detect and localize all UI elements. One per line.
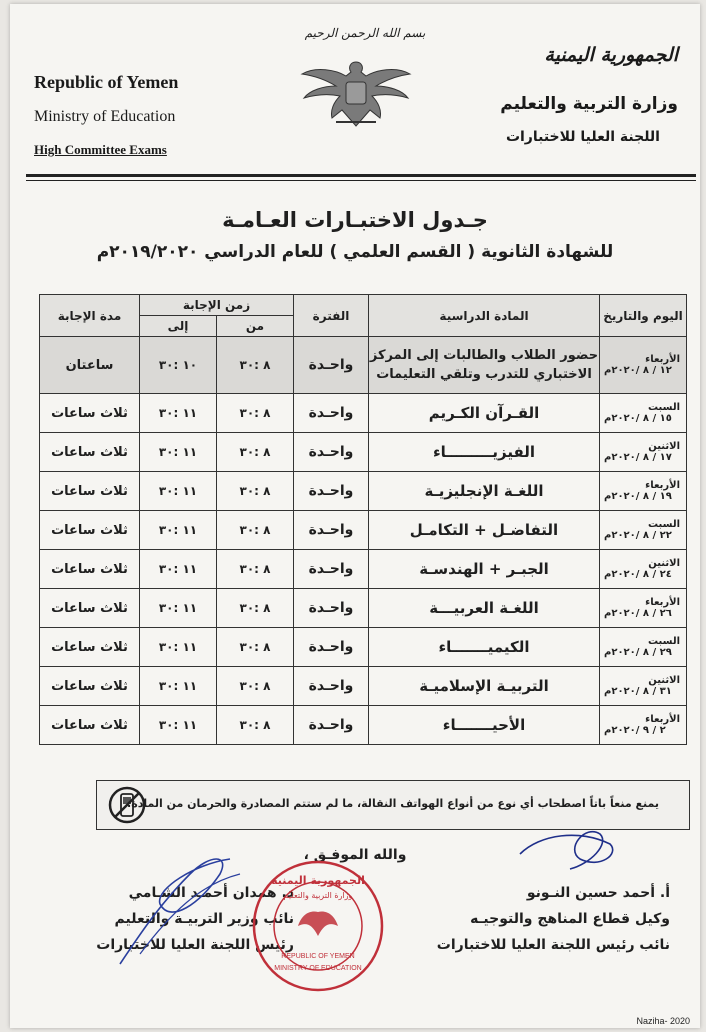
exam-schedule-table <box>39 294 687 745</box>
table-row <box>40 550 687 589</box>
basmala: بسم الله الرحمن الرحيم <box>304 26 426 40</box>
header-divider-thin <box>26 180 696 181</box>
cell-period: واحـدة <box>294 433 369 472</box>
cell-to: ١١ :٣٠ <box>140 667 217 706</box>
cell-period: واحـدة <box>294 706 369 745</box>
en-committee: High Committee Exams <box>34 142 167 157</box>
cell-subject: الأحيـــــــاء <box>369 706 600 745</box>
cell-to: ١١ :٣٠ <box>140 433 217 472</box>
cell-duration: ساعتان <box>40 337 140 394</box>
row-date: ٢٤ / ٨ /٢٠٢٠م <box>604 569 672 580</box>
cell-period: واحـدة <box>294 550 369 589</box>
header-divider <box>26 174 696 177</box>
row-date: ٢٢ / ٨ /٢٠٢٠م <box>604 530 672 541</box>
cell-date <box>600 433 687 472</box>
row-day: السبت <box>647 402 680 413</box>
cell-duration: ثلاث ساعات <box>40 472 140 511</box>
official-stamp <box>250 858 386 994</box>
table-row <box>40 589 687 628</box>
cell-period: واحـدة <box>294 628 369 667</box>
cell-to: ١١ :٣٠ <box>140 706 217 745</box>
table-header-row <box>40 295 687 316</box>
left-signer-title2: رئيس اللجنة العليا للاختبارات <box>96 937 294 953</box>
cell-from: ٨ :٣٠ <box>217 337 294 394</box>
table-row <box>40 472 687 511</box>
left-signer-title1: نائب وزير التربيـة والتعليم <box>114 911 294 927</box>
row-day: السبت <box>647 519 680 530</box>
row-date: ٢ / ٩ /٢٠٢٠م <box>604 725 666 736</box>
cell-from: ٨ :٣٠ <box>217 589 294 628</box>
cell-date <box>600 511 687 550</box>
yemen-eagle-emblem-icon <box>296 52 416 132</box>
cell-duration: ثلاث ساعات <box>40 667 140 706</box>
row-day: الاثنين <box>648 558 680 569</box>
schedule-title: جـدول الاختبـارات العـامـة <box>222 208 488 232</box>
cell-subject: الفيزيـــــــــاء <box>369 433 600 472</box>
row-day: السبت <box>647 636 680 647</box>
cell-to: ١٠ :٣٠ <box>140 337 217 394</box>
row-date: ١٩ / ٨ /٢٠٢٠م <box>604 491 672 502</box>
header-subject: المادة الدراسية <box>369 295 600 337</box>
cell-date <box>600 589 687 628</box>
cell-period: واحـدة <box>294 511 369 550</box>
cell-subject: حضور الطلاب والطالبات إلى المركز الاختباري للتدرب وتلقي التعليمات <box>369 337 600 394</box>
cell-date <box>600 628 687 667</box>
header-from: من <box>217 316 294 337</box>
cell-to: ١١ :٣٠ <box>140 628 217 667</box>
cell-duration: ثلاث ساعات <box>40 628 140 667</box>
cell-period: واحـدة <box>294 394 369 433</box>
cell-period: واحـدة <box>294 667 369 706</box>
stamp-en-text2: MINISTRY OF EDUCATION <box>274 965 362 972</box>
ar-committee: اللجنة العليا للاختبارات <box>505 129 660 145</box>
cell-period: واحـدة <box>294 472 369 511</box>
cell-subject: الجبـر + الهندسـة <box>369 550 600 589</box>
signature-right <box>420 880 670 958</box>
stamp-ar-text2: وزارة التربية والتعليم <box>283 891 353 900</box>
right-signer-title1: وكيل قطاع المناهج والتوجيـه <box>470 911 670 927</box>
stamp-ar-text: الجمهورية اليمنية <box>271 874 365 887</box>
row-date: ٣١ / ٨ /٢٠٢٠م <box>604 686 672 697</box>
cell-date <box>600 550 687 589</box>
cell-period: واحـدة <box>294 337 369 394</box>
header-duration: مدة الإجابة <box>40 295 140 337</box>
cell-period: واحـدة <box>294 589 369 628</box>
right-signer-name: أ. أحمد حسين النـونو <box>526 885 670 901</box>
en-ministry: Ministry of Education <box>34 108 176 125</box>
table-row <box>40 337 687 394</box>
cell-to: ١١ :٣٠ <box>140 589 217 628</box>
row-date: ٢٩ / ٨ /٢٠٢٠م <box>604 647 672 658</box>
row-date: ١٥ / ٨ /٢٠٢٠م <box>604 413 672 424</box>
header-date: اليوم والتاريخ <box>600 295 687 337</box>
cell-from: ٨ :٣٠ <box>217 472 294 511</box>
cell-subject: اللغـة الإنجليزيـة <box>369 472 600 511</box>
row-day: الاثنين <box>648 441 680 452</box>
notice-text: يمنع منعاً باتاً اصطحاب أي نوع من أنواع الهواتف النقالة، ما لم ستتم المصادرة والحرمان من المادة. <box>127 797 659 810</box>
cell-duration: ثلاث ساعات <box>40 433 140 472</box>
table-row <box>40 394 687 433</box>
row-day: الأربعاء <box>645 354 680 365</box>
cell-duration: ثلاث ساعات <box>40 550 140 589</box>
cell-subject: القـرآن الكـريم <box>369 394 600 433</box>
header-period: الفترة <box>294 295 369 337</box>
cell-to: ١١ :٣٠ <box>140 550 217 589</box>
document-page <box>10 4 700 1028</box>
left-signer-name: د. همدان أحمـد الشـامي <box>128 885 294 901</box>
ar-ministry: وزارة التربية والتعليم <box>500 94 678 114</box>
table-row <box>40 511 687 550</box>
cell-subject: الكيميـــــــاء <box>369 628 600 667</box>
closing-phrase: والله الموفـق ، <box>303 847 407 863</box>
en-country: Republic of Yemen <box>34 72 179 92</box>
cell-from: ٨ :٣٠ <box>217 628 294 667</box>
cell-subject: التفاضـل + التكامـل <box>369 511 600 550</box>
table-row <box>40 628 687 667</box>
cell-from: ٨ :٣٠ <box>217 394 294 433</box>
cell-duration: ثلاث ساعات <box>40 706 140 745</box>
row-date: ١٢ / ٨ /٢٠٢٠م <box>604 365 672 376</box>
table-row <box>40 706 687 745</box>
cell-date <box>600 394 687 433</box>
row-date: ٢٦ / ٨ /٢٠٢٠م <box>604 608 672 619</box>
cell-subject: التربيـة الإسلاميـة <box>369 667 600 706</box>
cell-date <box>600 706 687 745</box>
cell-duration: ثلاث ساعات <box>40 394 140 433</box>
cell-date <box>600 472 687 511</box>
cell-from: ٨ :٣٠ <box>217 550 294 589</box>
cell-to: ١١ :٣٠ <box>140 394 217 433</box>
cell-duration: ثلاث ساعات <box>40 511 140 550</box>
cell-from: ٨ :٣٠ <box>217 667 294 706</box>
cell-subject: اللغـة العربيـــة <box>369 589 600 628</box>
cell-to: ١١ :٣٠ <box>140 472 217 511</box>
cell-from: ٨ :٣٠ <box>217 433 294 472</box>
cell-from: ٨ :٣٠ <box>217 706 294 745</box>
handwritten-signature-right <box>510 814 630 884</box>
cell-to: ١١ :٣٠ <box>140 511 217 550</box>
footer-watermark: Naziha- 2020 <box>636 1016 690 1026</box>
cell-duration: ثلاث ساعات <box>40 589 140 628</box>
row-day: الأربعاء <box>645 480 680 491</box>
header-answer-time: زمن الإجابة <box>140 295 294 316</box>
ar-country: الجمهورية اليمنية <box>544 44 678 66</box>
row-day: الأربعاء <box>645 714 680 725</box>
row-day: الاثنين <box>648 675 680 686</box>
row-date: ١٧ / ٨ /٢٠٢٠م <box>604 452 672 463</box>
table-row <box>40 667 687 706</box>
cell-date <box>600 337 687 394</box>
right-signer-title2: نائب رئيس اللجنة العليا للاختبارات <box>436 937 670 953</box>
cell-from: ٨ :٣٠ <box>217 511 294 550</box>
cell-date <box>600 667 687 706</box>
row-day: الأربعاء <box>645 597 680 608</box>
handwritten-signature-left <box>100 844 250 974</box>
header-to: إلى <box>140 316 217 337</box>
schedule-subtitle: للشهادة الثانوية ( القسم العلمي ) للعام الدراسي ٢٠١٩/٢٠٢٠م <box>96 242 614 262</box>
table-row <box>40 433 687 472</box>
stamp-en-text1: REPUBLIC OF YEMEN <box>281 953 355 960</box>
